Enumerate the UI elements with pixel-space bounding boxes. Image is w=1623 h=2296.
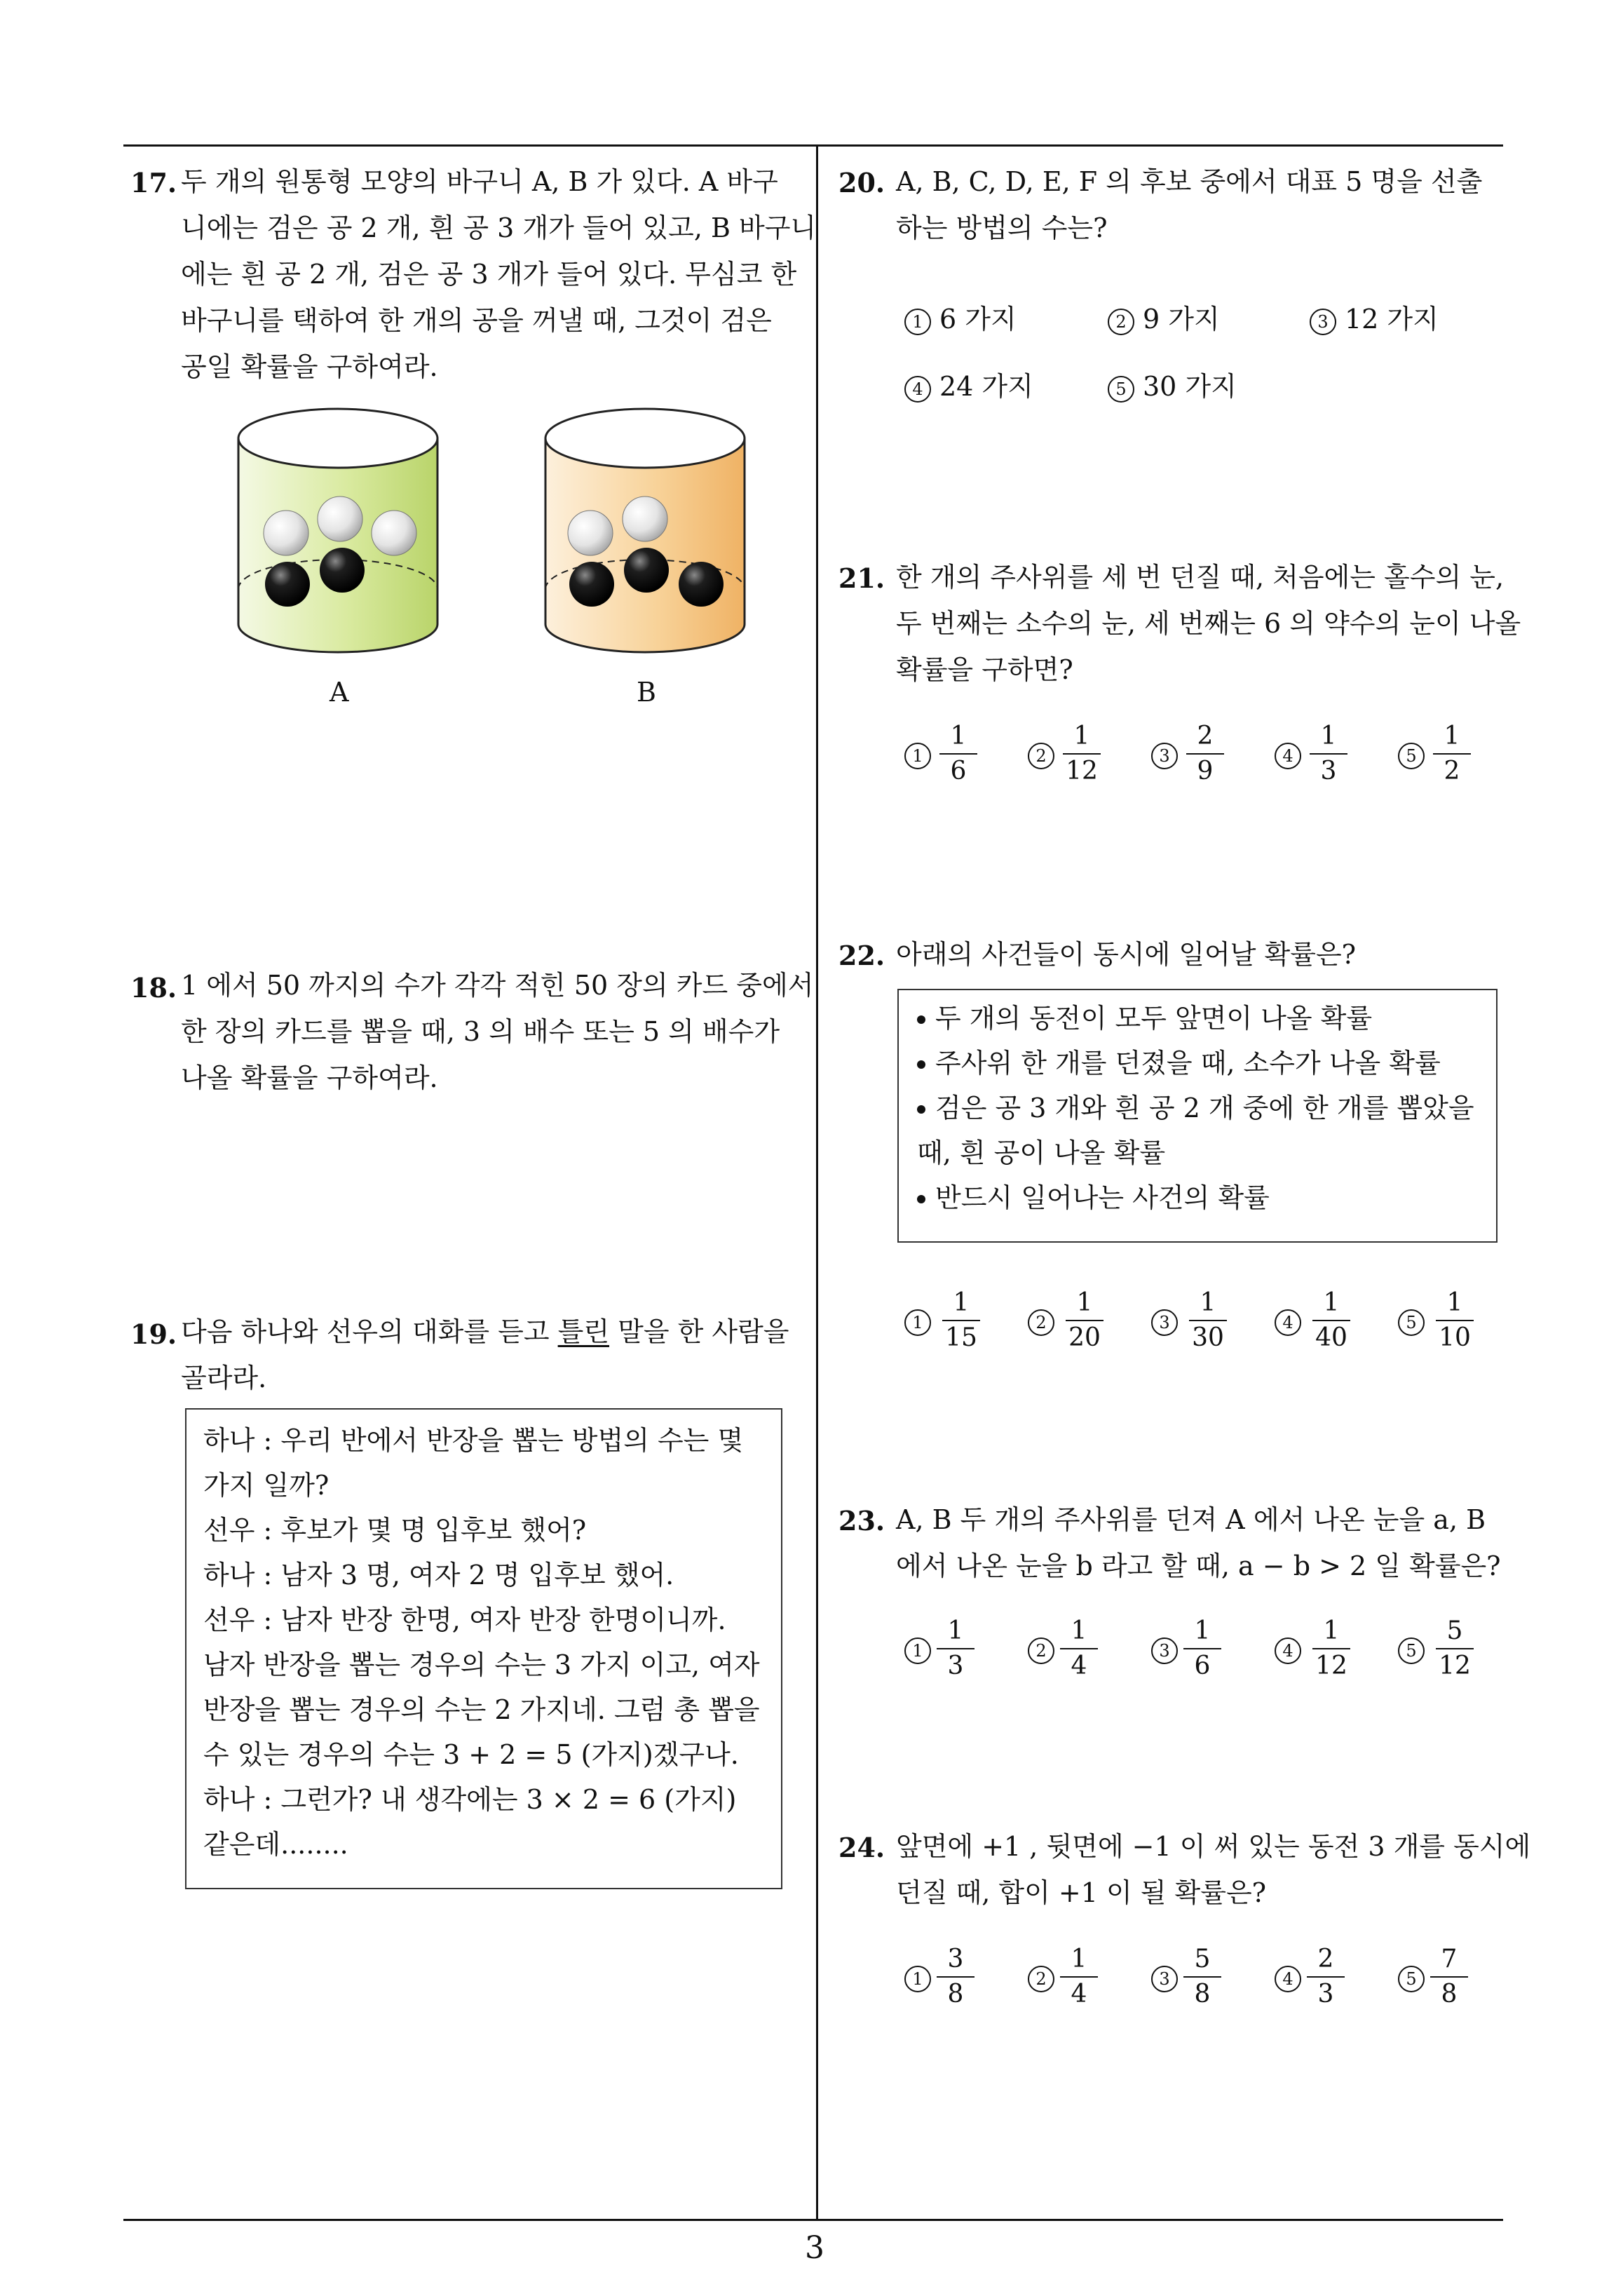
choice-mark: 5 bbox=[1108, 376, 1134, 403]
q22-choice-1[interactable] bbox=[904, 1304, 939, 1336]
choice-mark: 2 bbox=[1028, 1637, 1054, 1664]
question-23-text bbox=[896, 1497, 1501, 1589]
q20-choice-1[interactable] bbox=[904, 297, 1017, 336]
denominator: 8 bbox=[947, 1980, 964, 2008]
fraction-bar bbox=[1312, 1648, 1350, 1649]
q19-line-1 bbox=[181, 1309, 789, 1355]
numerator: 3 bbox=[947, 1945, 964, 1973]
basket-b-label: B bbox=[637, 677, 656, 708]
dialogue-line: 수 있는 경우의 수는 3 + 2 = 5 (가지)겠구나. bbox=[203, 1739, 739, 1770]
q22-choice-1-fraction bbox=[937, 1289, 986, 1352]
choice-mark: 2 bbox=[1028, 1966, 1054, 1992]
numerator: 7 bbox=[1441, 1945, 1458, 1973]
numerator: 1 bbox=[1323, 1616, 1340, 1645]
q20-choice-3[interactable] bbox=[1310, 297, 1439, 336]
question-23-number: 23. bbox=[838, 1505, 885, 1537]
q20-choice-5[interactable] bbox=[1108, 365, 1237, 403]
bullet-icon bbox=[917, 1015, 925, 1024]
dialogue-line: 하나 : 그런가? 내 생각에는 3 × 2 = 6 (가지) bbox=[203, 1784, 737, 1815]
denominator: 10 bbox=[1439, 1323, 1471, 1352]
denominator: 8 bbox=[1194, 1980, 1211, 2008]
choice-mark: 2 bbox=[1028, 743, 1054, 769]
q17-line: 바구니를 택하여 한 개의 공을 꺼낼 때, 그것이 검은 bbox=[181, 305, 772, 336]
dialogue-line: 가지 일까? bbox=[203, 1470, 330, 1501]
denominator: 4 bbox=[1071, 1652, 1087, 1680]
fraction-bar bbox=[1189, 1320, 1227, 1321]
question-22-text bbox=[896, 931, 1356, 978]
q22-choice-3-fraction bbox=[1183, 1289, 1232, 1352]
q18-line: 1 에서 50 까지의 수가 각각 적힌 50 장의 카드 중에서 bbox=[181, 970, 814, 1001]
denominator: 8 bbox=[1441, 1980, 1458, 2008]
fraction-bar bbox=[1063, 753, 1101, 755]
q19-line-2: 골라라. bbox=[181, 1363, 267, 1393]
event-item bbox=[917, 996, 1478, 1041]
choice-mark: 1 bbox=[904, 1966, 931, 1992]
q21-choice-1-fraction bbox=[934, 722, 983, 785]
top-rule bbox=[123, 144, 1503, 147]
choice-mark: 1 bbox=[904, 309, 931, 335]
question-17-text bbox=[181, 158, 816, 390]
fraction-bar bbox=[1436, 1320, 1474, 1321]
denominator: 12 bbox=[1439, 1652, 1471, 1680]
choice-text: 6 가지 bbox=[939, 304, 1017, 335]
numerator: 1 bbox=[1076, 1288, 1093, 1317]
q20-choice-2[interactable] bbox=[1108, 297, 1220, 336]
q20-line: A, B, C, D, E, F 의 후보 중에서 대표 5 명을 선출 bbox=[896, 166, 1483, 197]
question-20-number: 20. bbox=[838, 167, 885, 198]
denominator: 40 bbox=[1315, 1323, 1347, 1352]
fraction-bar bbox=[1183, 1976, 1221, 1978]
denominator: 6 bbox=[1194, 1652, 1211, 1680]
denominator: 6 bbox=[950, 757, 967, 785]
choice-mark: 1 bbox=[904, 743, 931, 769]
numerator: 2 bbox=[1197, 722, 1214, 750]
q17-line: 두 개의 원통형 모양의 바구니 A, B 가 있다. A 바구 bbox=[181, 166, 778, 197]
numerator: 1 bbox=[1073, 722, 1090, 750]
q22-choice-5-fraction bbox=[1430, 1289, 1479, 1352]
q24-line: 던질 때, 합이 +1 이 될 확률은? bbox=[896, 1877, 1267, 1908]
dialogue-line: 반장을 뽑는 경우의 수는 2 가지네. 그럼 총 뽑을 bbox=[203, 1694, 760, 1725]
basket-a-label: A bbox=[330, 677, 349, 708]
question-22-number: 22. bbox=[838, 940, 885, 971]
q22-choice-4[interactable] bbox=[1275, 1304, 1310, 1336]
denominator: 3 bbox=[1317, 1980, 1334, 2008]
numerator: 1 bbox=[947, 1616, 964, 1645]
fraction-bar bbox=[942, 1320, 980, 1321]
numerator: 1 bbox=[1071, 1616, 1087, 1645]
choice-mark: 3 bbox=[1151, 1966, 1178, 1992]
choice-mark: 4 bbox=[1275, 1309, 1301, 1336]
fraction-bar bbox=[939, 753, 977, 755]
q17-line: 니에는 검은 공 2 개, 흰 공 3 개가 들어 있고, B 바구니 bbox=[181, 212, 817, 243]
q21-choice-2-fraction bbox=[1057, 722, 1106, 785]
bullet-icon bbox=[917, 1060, 925, 1069]
event-item bbox=[917, 1175, 1478, 1220]
numerator: 1 bbox=[1320, 722, 1337, 750]
q23-choice-3-fraction bbox=[1178, 1617, 1227, 1680]
fraction-bar bbox=[937, 1648, 975, 1649]
denominator: 30 bbox=[1192, 1323, 1224, 1352]
dialogue-line: 하나 : 우리 반에서 반장을 뽑는 방법의 수는 몇 bbox=[203, 1425, 744, 1456]
dialogue-line: 같은데........ bbox=[203, 1829, 348, 1860]
q22-choice-4-fraction bbox=[1307, 1289, 1356, 1352]
question-19-number: 19. bbox=[130, 1318, 177, 1350]
fraction-bar bbox=[1186, 753, 1224, 755]
denominator: 4 bbox=[1071, 1980, 1087, 2008]
question-24-text bbox=[896, 1823, 1530, 1916]
q17-line: 에는 흰 공 2 개, 검은 공 3 개가 들어 있다. 무심코 한 bbox=[181, 259, 797, 290]
q24-line: 앞면에 +1 , 뒷면에 −1 이 써 있는 동전 3 개를 동시에 bbox=[896, 1831, 1531, 1862]
choice-mark: 3 bbox=[1310, 309, 1336, 335]
q24-choice-1-fraction bbox=[931, 1945, 980, 2008]
q18-line: 한 장의 카드를 뽑을 때, 3 의 배수 또는 5 의 배수가 bbox=[181, 1016, 780, 1047]
event-item bbox=[917, 1041, 1478, 1086]
numerator: 1 bbox=[1444, 722, 1460, 750]
fraction-bar bbox=[1183, 1648, 1221, 1649]
q22-choice-3[interactable] bbox=[1151, 1304, 1186, 1336]
column-divider bbox=[816, 144, 818, 2220]
q23-choice-4-fraction bbox=[1307, 1617, 1356, 1680]
choice-mark: 4 bbox=[1275, 1966, 1301, 1992]
choice-text: 24 가지 bbox=[939, 371, 1033, 402]
choice-mark: 3 bbox=[1151, 1637, 1178, 1664]
fraction-bar bbox=[1060, 1976, 1098, 1978]
choice-mark: 1 bbox=[904, 1309, 931, 1336]
q21-choice-3-fraction bbox=[1181, 722, 1230, 785]
choice-mark: 3 bbox=[1151, 743, 1178, 769]
event-item bbox=[917, 1086, 1478, 1130]
q19-text-after: 말을 한 사람을 bbox=[609, 1316, 789, 1347]
q21-choice-5-fraction bbox=[1427, 722, 1476, 785]
q24-choice-3-fraction bbox=[1178, 1945, 1227, 2008]
numerator: 1 bbox=[1446, 1288, 1463, 1317]
question-18-text bbox=[181, 962, 813, 1101]
question-19-text bbox=[181, 1309, 789, 1401]
q23-choice-5[interactable] bbox=[1398, 1633, 1433, 1664]
denominator: 3 bbox=[1320, 757, 1337, 785]
q18-line: 나올 확률을 구하여라. bbox=[181, 1062, 438, 1093]
q22-choice-5[interactable] bbox=[1398, 1304, 1433, 1336]
fraction-bar bbox=[1436, 1648, 1474, 1649]
q23-choice-4[interactable] bbox=[1275, 1633, 1310, 1664]
q23-choice-5-fraction bbox=[1430, 1617, 1479, 1680]
numerator: 2 bbox=[1317, 1945, 1334, 1973]
denominator: 9 bbox=[1197, 757, 1214, 785]
q23-choice-2-fraction bbox=[1054, 1617, 1103, 1680]
choice-mark: 4 bbox=[904, 376, 931, 403]
fraction-bar bbox=[937, 1976, 975, 1978]
fraction-bar bbox=[1060, 1648, 1098, 1649]
question-21-number: 21. bbox=[838, 562, 885, 594]
bullet-icon bbox=[917, 1195, 925, 1203]
q21-line: 한 개의 주사위를 세 번 던질 때, 처음에는 홀수의 눈, bbox=[896, 562, 1505, 593]
denominator: 12 bbox=[1315, 1652, 1347, 1680]
numerator: 5 bbox=[1194, 1945, 1211, 1973]
numerator: 1 bbox=[953, 1288, 970, 1317]
bullet-icon bbox=[917, 1105, 925, 1114]
dialogue-line: 선우 : 남자 반장 한명, 여자 반장 한명이니까. bbox=[203, 1605, 726, 1635]
q23-line: 에서 나온 눈을 b 라고 할 때, a − b > 2 일 확률은? bbox=[896, 1551, 1501, 1581]
choice-mark: 4 bbox=[1275, 1637, 1301, 1664]
question-24-number: 24. bbox=[838, 1832, 885, 1863]
dialogue-line: 선우 : 후보가 몇 명 입후보 했어? bbox=[203, 1515, 587, 1546]
q24-choice-5-fraction bbox=[1425, 1945, 1474, 2008]
fraction-bar bbox=[1433, 753, 1471, 755]
q20-line: 하는 방법의 수는? bbox=[896, 212, 1108, 243]
event-text: 반드시 일어나는 사건의 확률 bbox=[935, 1182, 1270, 1213]
numerator: 5 bbox=[1446, 1616, 1463, 1645]
fraction-bar bbox=[1307, 1976, 1345, 1978]
q22-choice-2-fraction bbox=[1060, 1289, 1109, 1352]
denominator: 12 bbox=[1066, 757, 1098, 785]
basket-a bbox=[238, 409, 437, 652]
q23-choice-1-fraction bbox=[931, 1617, 980, 1680]
question-18-number: 18. bbox=[130, 972, 177, 1004]
event-text: 두 개의 동전이 모두 앞면이 나올 확률 bbox=[935, 1003, 1373, 1034]
q22-choice-2[interactable] bbox=[1028, 1304, 1063, 1336]
choice-mark: 3 bbox=[1151, 1309, 1178, 1336]
fraction-bar bbox=[1312, 1320, 1350, 1321]
fraction-bar bbox=[1066, 1320, 1103, 1321]
q21-choice-4-fraction bbox=[1304, 722, 1353, 785]
choice-mark: 5 bbox=[1398, 1637, 1425, 1664]
event-text: 검은 공 3 개와 흰 공 2 개 중에 한 개를 뽑았을 bbox=[935, 1093, 1474, 1123]
choice-text: 30 가지 bbox=[1143, 371, 1237, 402]
dialogue-line: 남자 반장을 뽑는 경우의 수는 3 가지 이고, 여자 bbox=[203, 1649, 760, 1680]
bottom-rule bbox=[123, 2219, 1503, 2221]
numerator: 1 bbox=[1200, 1288, 1216, 1317]
event-item-continued: 때, 흰 공이 나올 확률 bbox=[917, 1137, 1166, 1168]
fraction-bar bbox=[1310, 753, 1347, 755]
numerator: 1 bbox=[950, 722, 967, 750]
events-box bbox=[897, 989, 1498, 1243]
numerator: 1 bbox=[1323, 1288, 1340, 1317]
question-20-text bbox=[896, 158, 1482, 251]
page-number: 3 bbox=[805, 2230, 824, 2266]
choice-mark: 2 bbox=[1108, 309, 1134, 335]
question-21-text bbox=[896, 554, 1521, 693]
fraction-bar bbox=[1430, 1976, 1468, 1978]
denominator: 3 bbox=[947, 1652, 964, 1680]
numerator: 1 bbox=[1071, 1945, 1087, 1973]
q23-line: A, B 두 개의 주사위를 던져 A 에서 나온 눈을 a, B bbox=[896, 1504, 1486, 1535]
basket-b bbox=[545, 409, 745, 652]
dialogue-line: 하나 : 남자 3 명, 여자 2 명 입후보 했어. bbox=[203, 1560, 674, 1591]
q19-text-before: 다음 하나와 선우의 대화를 듣고 bbox=[181, 1316, 558, 1347]
choice-text: 9 가지 bbox=[1143, 304, 1220, 335]
q20-choice-4[interactable] bbox=[904, 365, 1033, 403]
q19-underlined-word: 틀린 bbox=[557, 1316, 610, 1347]
denominator: 15 bbox=[945, 1323, 977, 1352]
choice-mark: 5 bbox=[1398, 1966, 1425, 1992]
numerator: 1 bbox=[1194, 1616, 1211, 1645]
q17-line: 공일 확률을 구하여라. bbox=[181, 351, 438, 382]
dialogue-box bbox=[185, 1408, 782, 1889]
q24-choice-2-fraction bbox=[1054, 1945, 1103, 2008]
q21-line: 확률을 구하면? bbox=[896, 654, 1073, 685]
choice-mark: 2 bbox=[1028, 1309, 1054, 1336]
denominator: 2 bbox=[1444, 757, 1460, 785]
choice-mark: 5 bbox=[1398, 743, 1425, 769]
choice-mark: 4 bbox=[1275, 743, 1301, 769]
q22-line: 아래의 사건들이 동시에 일어날 확률은? bbox=[896, 939, 1357, 970]
baskets-figure bbox=[224, 403, 771, 698]
denominator: 20 bbox=[1068, 1323, 1101, 1352]
q21-line: 두 번째는 소수의 눈, 세 번째는 6 의 약수의 눈이 나올 bbox=[896, 608, 1521, 639]
choice-mark: 5 bbox=[1398, 1309, 1425, 1336]
choice-text: 12 가지 bbox=[1345, 304, 1439, 335]
choice-mark: 1 bbox=[904, 1637, 931, 1664]
question-17-number: 17. bbox=[130, 167, 177, 198]
q24-choice-4-fraction bbox=[1301, 1945, 1350, 2008]
event-text: 주사위 한 개를 던졌을 때, 소수가 나올 확률 bbox=[935, 1048, 1441, 1079]
